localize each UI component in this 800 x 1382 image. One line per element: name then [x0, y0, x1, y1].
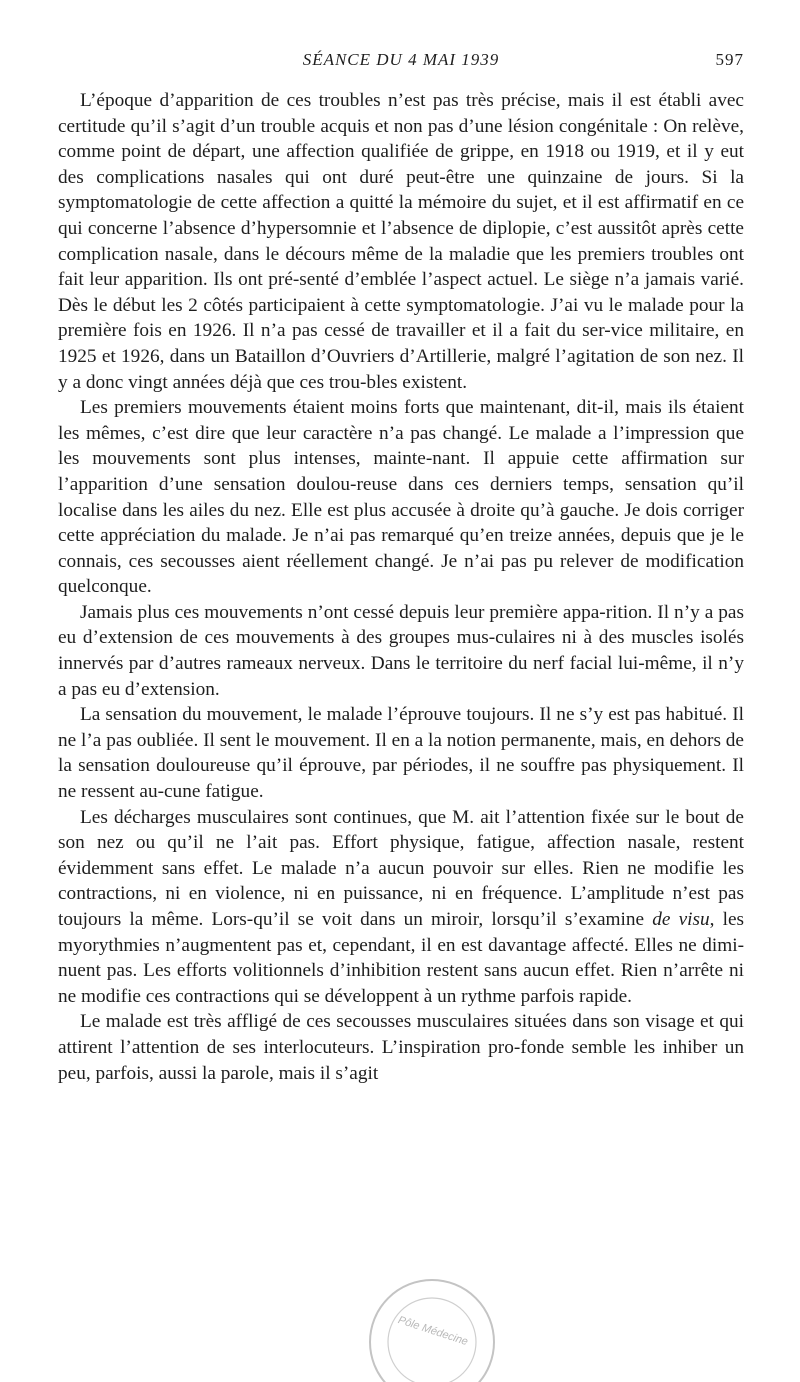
library-stamp	[362, 1272, 502, 1382]
emphasis-de-visu: de visu	[652, 909, 710, 930]
running-title: SÉANCE DU 4 MAI 1939	[302, 50, 500, 69]
stamp-text: Pôle Médecine	[396, 1314, 470, 1349]
paragraph-discharges	[58, 805, 744, 1010]
paragraph-discharges-part-2: , les myorythmies n’augmentent pas et, cependant, il en est davantage affecté. Elles ne dimi-nuent pas. Les efforts volitionnels d’inhibition restent sans aucun effet. Rien n’arrête ni ne modifie ces contractions qui se développent à un rythme parfois rapide.	[58, 909, 745, 1007]
paragraph-onset: L’époque d’apparition de ces troubles n’est pas très précise, mais il est établi avec certitude qu’il s’agit d’un trouble acquis et non pas d’une lésion congénitale : On relève, comme point de départ, une affection qualifiée de grippe, en 1918 ou 1919, et il y eut des complications nasales qui ont duré peut-être une quinzaine de jours. Si la symptomatologie de cette affection a quitté la mémoire du sujet, et il est affirmatif en ce qui concerne l’absence d’hypersomnie et l’absence de diplopie, c’est aussitôt après cette complication nasale, dans le décours même de la maladie que les premiers troubles ont fait leur apparition. Ils ont pré-senté d’emblée l’aspect actuel. Le siège n’a jamais varié. Dès le début les 2 côtés participaient à cette symptomatologie. J’ai vu le malade pour la première fois en 1926. Il n’a pas cessé de travailler et il a fait du ser-vice militaire, en 1925 et 1926, dans un Bataillon d’Ouvriers d’Artillerie, malgré l’agitation de son nez. Il y a donc vingt années déjà que ces trou-bles existent.	[58, 90, 744, 393]
paragraph-affliction: Le malade est très affligé de ces secousses musculaires situées dans son visage et qui attirent l’attention de ses interlocuteurs. L’inspiration pro-fonde semble les inhiber un peu, parfois, aussi la parole, mais il s’agit	[58, 1011, 744, 1084]
paragraph-extension: Jamais plus ces mouvements n’ont cessé depuis leur première appa-rition. Il n’y a pas eu d’extension de ces mouvements à des groupes mus-culaires ni à des muscles isolés innervés par d’autres rameaux nerveux. Dans le territoire du nerf facial lui-même, il n’y a pas eu d’extension.	[58, 601, 744, 700]
running-head	[58, 50, 744, 74]
page-number: 597	[715, 50, 744, 69]
body-text	[58, 88, 744, 1086]
paragraph-sensation: La sensation du mouvement, le malade l’éprouve toujours. Il ne s’y est pas habitué. Il ne l’a pas oubliée. Il sent le mouvement. Il en a la notion permanente, mais, en dehors de la sensation douloureuse qu’il éprouve, par périodes, il ne souffre pas physiquement. Il ne ressent au-cune fatigue.	[58, 704, 744, 803]
paragraph-intensity: Les premiers mouvements étaient moins forts que maintenant, dit-il, mais ils étaient les mêmes, c’est dire que leur caractère n’a pas changé. Le malade a l’impression que les mouvements sont plus intenses, mainte-nant. Il appuie cette affirmation sur l’apparition d’une sensation doulou-reuse dans ces derniers temps, sensation qu’il localise dans les ailes du nez. Elle est plus accusée à droite qu’à gauche. Je dois corriger cette appréciation du malade. Je n’ai pas remarqué qu’en treize années, depuis que je le connais, ces secousses aient réellement changé. Je n’ai pas pu relever de modification quelconque.	[58, 397, 744, 598]
paragraph-discharges-part-1: Les décharges musculaires sont continues, que M. ait l’attention fixée sur le bout de son nez ou qu’il ne l’ait pas. Effort physique, fatigue, affection nasale, restent évidemment sans effet. Le malade n’a aucun pouvoir sur elles. Rien ne modifie les contractions, ni en violence, ni en puissance, ni en fréquence. L’amplitude n’est pas toujours la même. Lors-qu’il se voit dans un miroir, lorsqu’il s’examine	[58, 806, 744, 930]
